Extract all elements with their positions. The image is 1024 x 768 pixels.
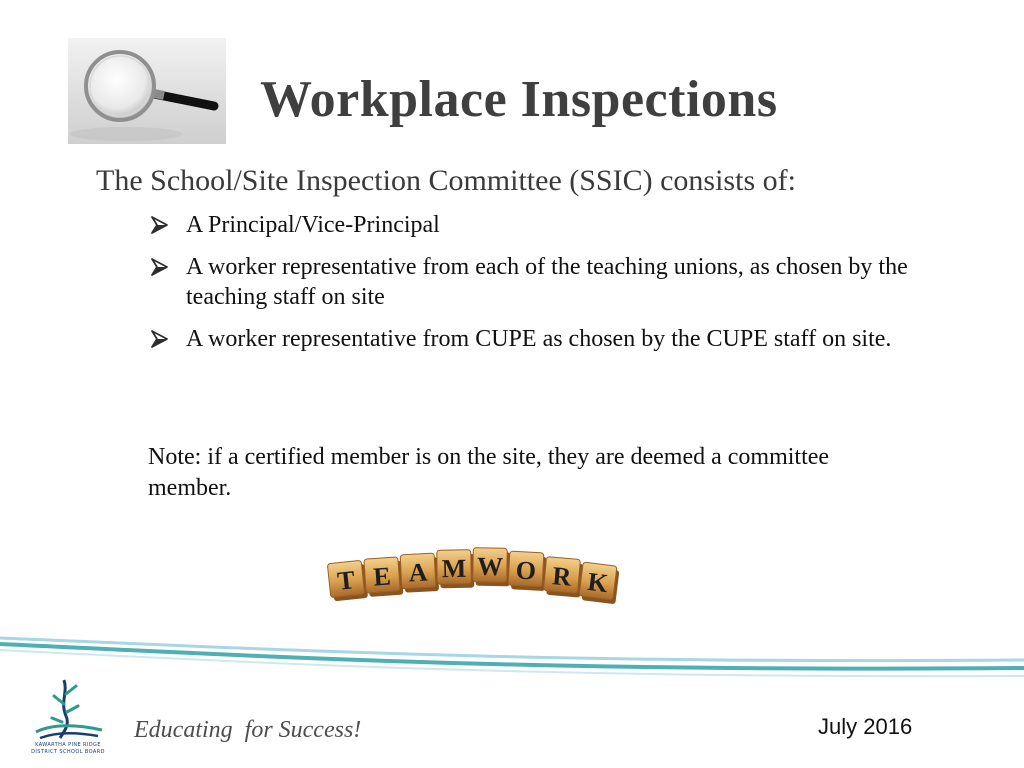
slide-title: Workplace Inspections bbox=[260, 71, 778, 128]
letter-block-text: T bbox=[336, 565, 357, 596]
letter-block bbox=[327, 560, 368, 602]
letter-block-text: W bbox=[476, 551, 504, 582]
letter-block bbox=[508, 551, 547, 591]
logo-caption-line2: DISTRICT SCHOOL BOARD bbox=[31, 749, 105, 755]
letter-block bbox=[543, 557, 583, 598]
letter-block bbox=[364, 557, 404, 597]
letter-block bbox=[473, 548, 511, 587]
logo-caption bbox=[24, 742, 112, 756]
letter-block-text: R bbox=[551, 561, 573, 592]
teamwork-blocks-image bbox=[325, 542, 625, 604]
arrow-bullet-icon bbox=[150, 215, 170, 235]
list-item bbox=[150, 252, 910, 312]
list-item bbox=[150, 210, 910, 240]
bullet-list bbox=[150, 210, 910, 366]
letter-block-text: O bbox=[515, 555, 537, 586]
bullet-text: A worker representative from each of the teaching unions, as chosen by the teaching staff on site bbox=[186, 254, 908, 310]
letter-block bbox=[579, 562, 620, 604]
footer-date: July 2016 bbox=[818, 714, 913, 739]
arrow-bullet-icon bbox=[150, 257, 170, 277]
letter-block bbox=[400, 553, 439, 593]
letter-block-text: M bbox=[441, 553, 467, 584]
note-text: Note: if a certified member is on the site, they are deemed a committee member. bbox=[148, 444, 830, 501]
footer-tagline: Educating for Success! bbox=[134, 717, 362, 743]
list-item bbox=[150, 324, 910, 354]
bullet-text: A worker representative from CUPE as chosen by the CUPE staff on site. bbox=[186, 326, 892, 352]
intro-text: The School/Site Inspection Committee (SSIC) consists of: bbox=[96, 164, 796, 197]
arrow-bullet-icon bbox=[150, 329, 170, 349]
footer-swoosh bbox=[0, 620, 1024, 710]
bullet-text: A Principal/Vice-Principal bbox=[186, 212, 440, 238]
letter-block-text: K bbox=[586, 566, 610, 599]
magnifying-glass-icon bbox=[68, 38, 226, 144]
logo-caption-line1: KAWARTHA PINE RIDGE bbox=[35, 742, 101, 748]
letter-block bbox=[437, 550, 475, 589]
letter-block-text: A bbox=[407, 557, 429, 588]
letter-block-text: E bbox=[372, 561, 392, 592]
